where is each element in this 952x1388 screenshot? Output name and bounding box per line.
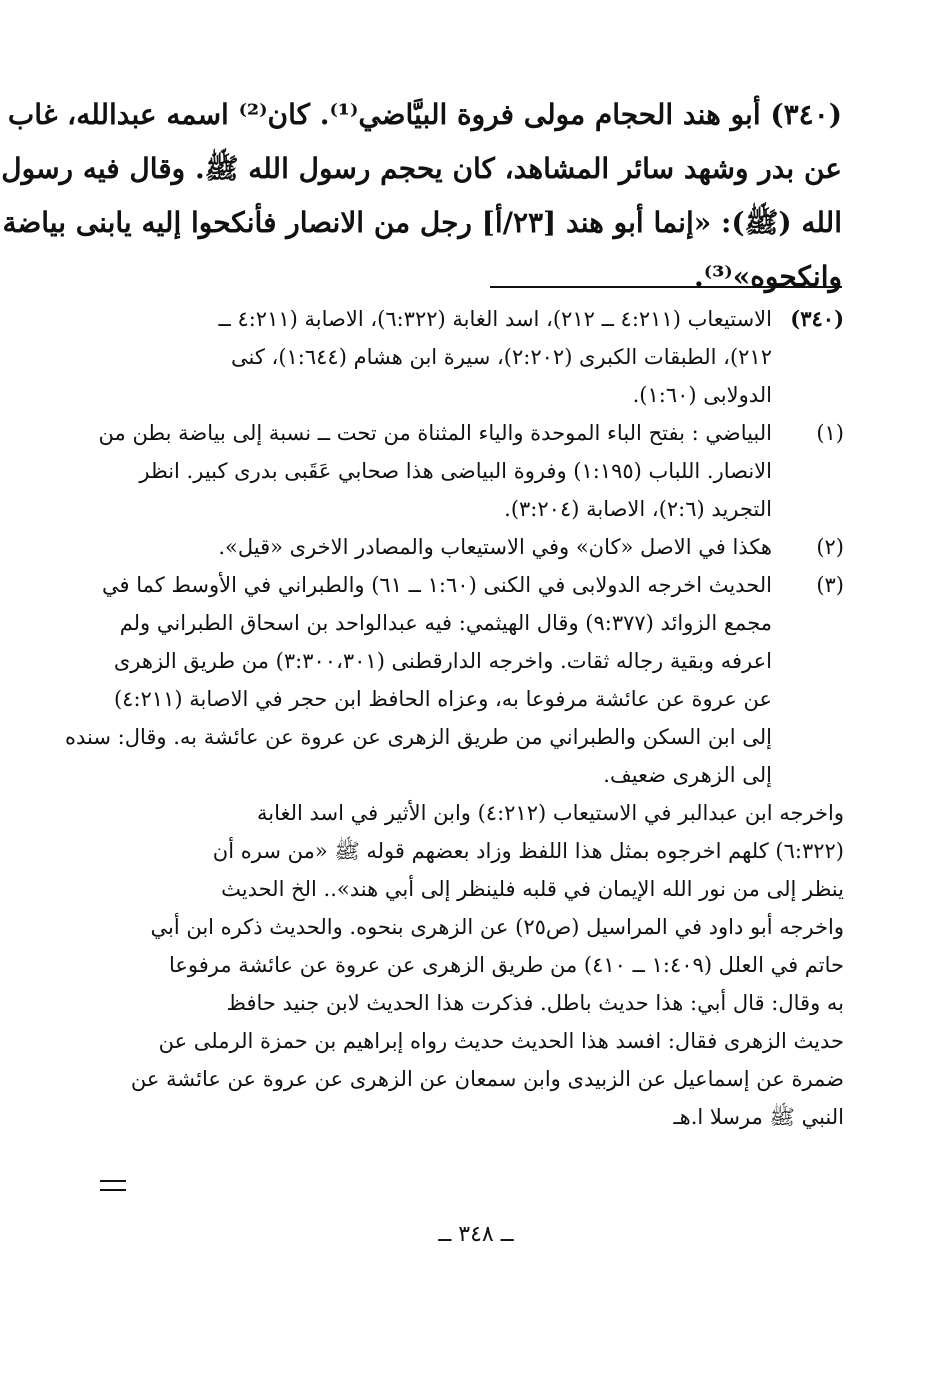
footnote-line: واخرجه ابن عبدالبر في الاستيعاب (٤:٢١٢) وابن الأثير في اسد الغابة xyxy=(256,801,844,825)
footnote-marker: (٣) xyxy=(816,573,844,597)
main-text-line: وانكحوه»⁽³⁾. xyxy=(694,260,842,293)
footnote-line: عن عروة عن عائشة مرفوعا به، وعزاه الحافظ ابن حجر في الاصابة (٤:٢١١) xyxy=(113,687,772,711)
footnote-line: الحديث اخرجه الدولابى في الكنى (١:٦٠ ــ ٦١) والطبراني في الأوسط كما في xyxy=(102,573,772,597)
footnote-body xyxy=(86,414,772,528)
footnote-line: إلى الزهرى ضعيف. xyxy=(603,763,772,787)
footnote-line: اعرفه وبقية رجاله ثقات. واخرجه الدارقطنى (٣:٣٠٠،٣٠١) من طريق الزهرى xyxy=(113,649,772,673)
footnotes xyxy=(65,300,844,1136)
footnote-2 xyxy=(86,528,844,566)
footnote-line: التجريد (٢:٦)، الاصابة (٣:٢٠٤). xyxy=(504,497,772,521)
main-text-line: الله (ﷺ): «إنما أبو هند [٢٣/أ] رجل من الانصار فأنكحوا إليه يابنى بياضة xyxy=(2,206,842,239)
footnote-line: حديث الزهرى فقال: افسد هذا الحديث حديث رواه إبراهيم بن حمزة الرملى عن xyxy=(158,1029,844,1053)
footnote-line: حاتم في العلل (١:٤٠٩ ــ ٤١٠) من طريق الزهرى عن عروة عن عائشة مرفوعا xyxy=(168,953,844,977)
footnote-line: إلى ابن السكن والطبراني من طريق الزهرى عن عروة عن عائشة به. وقال: سنده xyxy=(65,725,772,749)
footnote-line: مجمع الزوائد (٩:٣٧٧) وقال الهيثمي: فيه عبدالواحد بن اسحاق الطبراني ولم xyxy=(119,611,772,635)
footnote-line: النبي ﷺ مرسلا ا.هـ xyxy=(673,1105,844,1129)
footnote-340 xyxy=(86,300,844,414)
footnote-line: ٢١٢)، الطبقات الكبرى (٢:٢٠٢)، سيرة ابن هشام (١:٦٤٤)، كنى xyxy=(231,345,772,369)
footnote-line: به وقال: قال أبي: هذا حديث باطل. فذكرت هذا الحديث لابن جنيد حافظ xyxy=(226,991,844,1015)
footnote-marker: (٢) xyxy=(816,535,844,559)
footnote-continuation xyxy=(86,794,844,1136)
footnote-line: ينظر إلى من نور الله الإيمان في قلبه فلينظر إلى أبي هند».. الخ الحديث xyxy=(221,877,844,901)
footnote-body xyxy=(86,528,772,566)
main-text xyxy=(1,88,842,304)
footnote-line: ضمرة عن إسماعيل عن الزبيدى وابن سمعان عن الزهرى عن عروة عن عائشة عن xyxy=(130,1067,844,1091)
footnote-line: الاستيعاب (٤:٢١١ ــ ٢١٢)، اسد الغابة (٦:٣٢٢)، الاصابة (٤:٢١١ ــ xyxy=(218,307,772,331)
footnote-1 xyxy=(86,414,844,528)
footnote-body xyxy=(65,566,772,794)
end-mark xyxy=(100,1180,126,1191)
footnote-line: البياضي : بفتح الباء الموحدة والياء المثناة من تحت ــ نسبة إلى بياضة بطن من xyxy=(98,421,772,445)
footnote-marker: (١) xyxy=(816,421,844,445)
main-text-line: (٣٤٠) أبو هند الحجام مولى فروة البيَّاضي⁽¹⁾. كان⁽²⁾ اسمه عبدالله، غاب xyxy=(7,98,842,131)
footnote-body xyxy=(86,300,772,414)
footnote-line: (٦:٣٢٢) كلهم اخرجوه بمثل هذا اللفظ وزاد بعضهم قوله ﷺ «من سره أن xyxy=(212,839,844,863)
main-text-line: عن بدر وشهد سائر المشاهد، كان يحجم رسول الله ﷺ. وقال فيه رسول xyxy=(1,152,842,185)
footnote-line: واخرجه أبو داود في المراسيل (ص٢٥) عن الزهرى بنحوه. والحديث ذكره ابن أبي xyxy=(150,915,844,939)
footnote-line: هكذا في الاصل «كان» وفي الاستيعاب والمصادر الاخرى «قيل». xyxy=(218,535,772,559)
footnote-line: الانصار. اللباب (١:١٩٥) وفروة البياضى هذا صحابي عَقَبى بدرى كبير. انظر xyxy=(139,459,772,483)
page-number: ــ ٣٤٨ ــ xyxy=(438,1222,514,1247)
footnote-separator xyxy=(490,286,842,288)
footnote-line: الدولابى (١:٦٠). xyxy=(632,383,772,407)
footnote-marker: (٣٤٠) xyxy=(790,306,844,331)
footnote-3 xyxy=(65,566,844,794)
